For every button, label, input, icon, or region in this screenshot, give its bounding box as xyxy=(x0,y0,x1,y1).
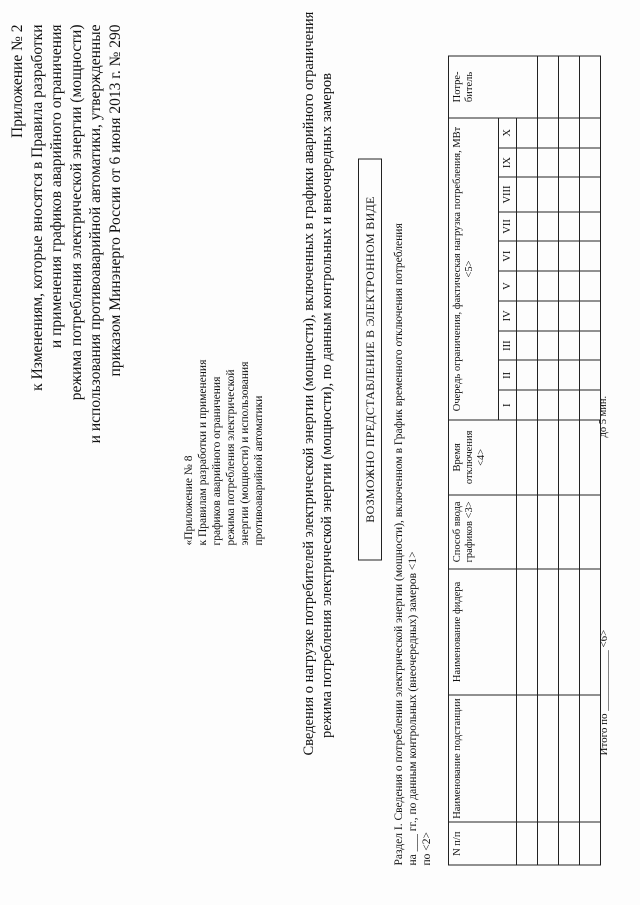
table-cell xyxy=(538,271,559,301)
table-cell xyxy=(559,211,580,241)
table-cell xyxy=(559,494,580,569)
queue-header: VII xyxy=(499,211,517,241)
table-cell xyxy=(517,330,538,360)
title-line: Сведения о нагрузке потребителей электрической энергии (мощности), включенных в графики аварийного ограничения xyxy=(301,11,317,755)
table-cell xyxy=(538,241,559,271)
table-cell xyxy=(580,117,601,147)
table-cell xyxy=(559,56,580,118)
table-cell xyxy=(538,330,559,360)
table-row xyxy=(517,56,538,865)
up-to-5-min-label: до 5 мин. xyxy=(598,395,609,437)
quote-line: энергии (мощности) и использования xyxy=(239,361,251,545)
table-cell xyxy=(517,211,538,241)
header-line: и использования противоаварийной автоматики, утвержденные xyxy=(87,24,104,443)
document-title xyxy=(300,11,336,755)
quote-line: к Правилам разработки и применения xyxy=(197,359,209,545)
table-cell xyxy=(538,56,559,118)
table-cell xyxy=(559,147,580,177)
col-method-header: Способ ввода графиков <3> xyxy=(449,494,517,569)
table-cell xyxy=(580,241,601,271)
table-cell xyxy=(580,177,601,211)
table-cell xyxy=(580,271,601,301)
header-line: к Изменениям, которые вносятся в Правила разработки xyxy=(28,24,46,391)
col-number-header: N п/п xyxy=(449,822,517,865)
section-line: по <2> xyxy=(421,831,433,865)
table-cell xyxy=(538,177,559,211)
table-cell xyxy=(538,694,559,822)
table-cell xyxy=(538,494,559,569)
queue-header: V xyxy=(499,271,517,301)
section-line: Раздел I. Сведения о потреблении электрической энергии (мощности), включенном в График временного отключения потребления xyxy=(393,222,405,865)
table-cell xyxy=(517,360,538,390)
table-cell xyxy=(538,117,559,147)
quote-line: «Приложение № 8 xyxy=(183,455,195,545)
table-cell xyxy=(580,211,601,241)
table-cell xyxy=(538,822,559,865)
table-cell xyxy=(517,241,538,271)
quote-line: режима потребления электрической xyxy=(225,368,237,545)
header-line: режима потребления электрической энергии (мощности) xyxy=(67,24,85,400)
queue-header: VI xyxy=(499,241,517,271)
table-cell xyxy=(559,300,580,330)
queue-header: VIII xyxy=(499,177,517,211)
table-cell xyxy=(580,360,601,390)
table-cell xyxy=(559,569,580,695)
col-substation-header: Наименование подстанции xyxy=(449,694,517,822)
table-cell xyxy=(559,390,580,420)
table-cell xyxy=(538,390,559,420)
queue-header: IX xyxy=(499,147,517,177)
appendix-header xyxy=(8,24,125,664)
quote-line: графиков аварийного ограничения xyxy=(211,376,223,545)
table-cell xyxy=(580,147,601,177)
quote-line: противоаварийной автоматики xyxy=(253,395,265,545)
table-cell xyxy=(517,271,538,301)
electronic-form-banner: ВОЗМОЖНО ПРЕДСТАВЛЕНИЕ В ЭЛЕКТРОННОМ ВИДЕ xyxy=(358,158,382,560)
table-cell xyxy=(580,494,601,569)
total-label: Итого по ___________ <6> xyxy=(598,629,610,755)
queue-header: I xyxy=(499,390,517,420)
table-cell xyxy=(559,177,580,211)
appendix-8-quote xyxy=(182,285,266,545)
table-cell xyxy=(538,300,559,330)
header-line: приказом Минэнерго России от 6 июня 2013 г. № 290 xyxy=(106,24,124,376)
table-cell xyxy=(538,360,559,390)
queue-header: II xyxy=(499,360,517,390)
table-cell xyxy=(538,147,559,177)
col-queue-header: Очередь ограничения, фактическая нагрузка потребления, МВт <5> xyxy=(449,117,499,419)
table-cell xyxy=(517,390,538,420)
table-cell xyxy=(580,300,601,330)
header-line: и применения графиков аварийного ограничения xyxy=(48,24,65,348)
col-time-header: Время отключения <4> xyxy=(449,420,517,495)
table-row xyxy=(538,56,559,865)
table-cell xyxy=(559,360,580,390)
queue-header: III xyxy=(499,330,517,360)
queue-header: X xyxy=(499,117,517,147)
col-feeder-header: Наименование фидера xyxy=(449,569,517,695)
table-cell xyxy=(559,271,580,301)
table-cell xyxy=(580,56,601,118)
table-cell xyxy=(517,822,538,865)
header-line: Приложение № 2 xyxy=(9,24,26,138)
table-cell xyxy=(580,330,601,360)
table-cell xyxy=(559,241,580,271)
table-cell xyxy=(517,117,538,147)
table-cell xyxy=(517,300,538,330)
table-cell xyxy=(580,822,601,865)
table-cell xyxy=(517,147,538,177)
table-cell xyxy=(559,330,580,360)
table-cell xyxy=(559,694,580,822)
table-cell xyxy=(517,494,538,569)
table-cell xyxy=(517,420,538,495)
title-line: режима потребления электрической энергии (мощности), по данным контрольных и внеочередных замеров xyxy=(319,72,335,738)
table-cell xyxy=(559,420,580,495)
col-consumer-header: Потре- битель xyxy=(449,56,538,118)
table-cell xyxy=(559,117,580,147)
table-cell xyxy=(517,569,538,695)
table-cell xyxy=(538,569,559,695)
table-row xyxy=(559,56,580,865)
table-cell xyxy=(538,211,559,241)
table-cell xyxy=(517,694,538,822)
section-heading xyxy=(392,5,434,865)
table-cell xyxy=(559,822,580,865)
section-line: на ___ гг., по данным контрольных (внеочередных) замеров <1> xyxy=(407,550,419,865)
consumption-table xyxy=(448,55,601,865)
table-cell xyxy=(538,420,559,495)
table-cell xyxy=(517,177,538,211)
queue-header: IV xyxy=(499,300,517,330)
